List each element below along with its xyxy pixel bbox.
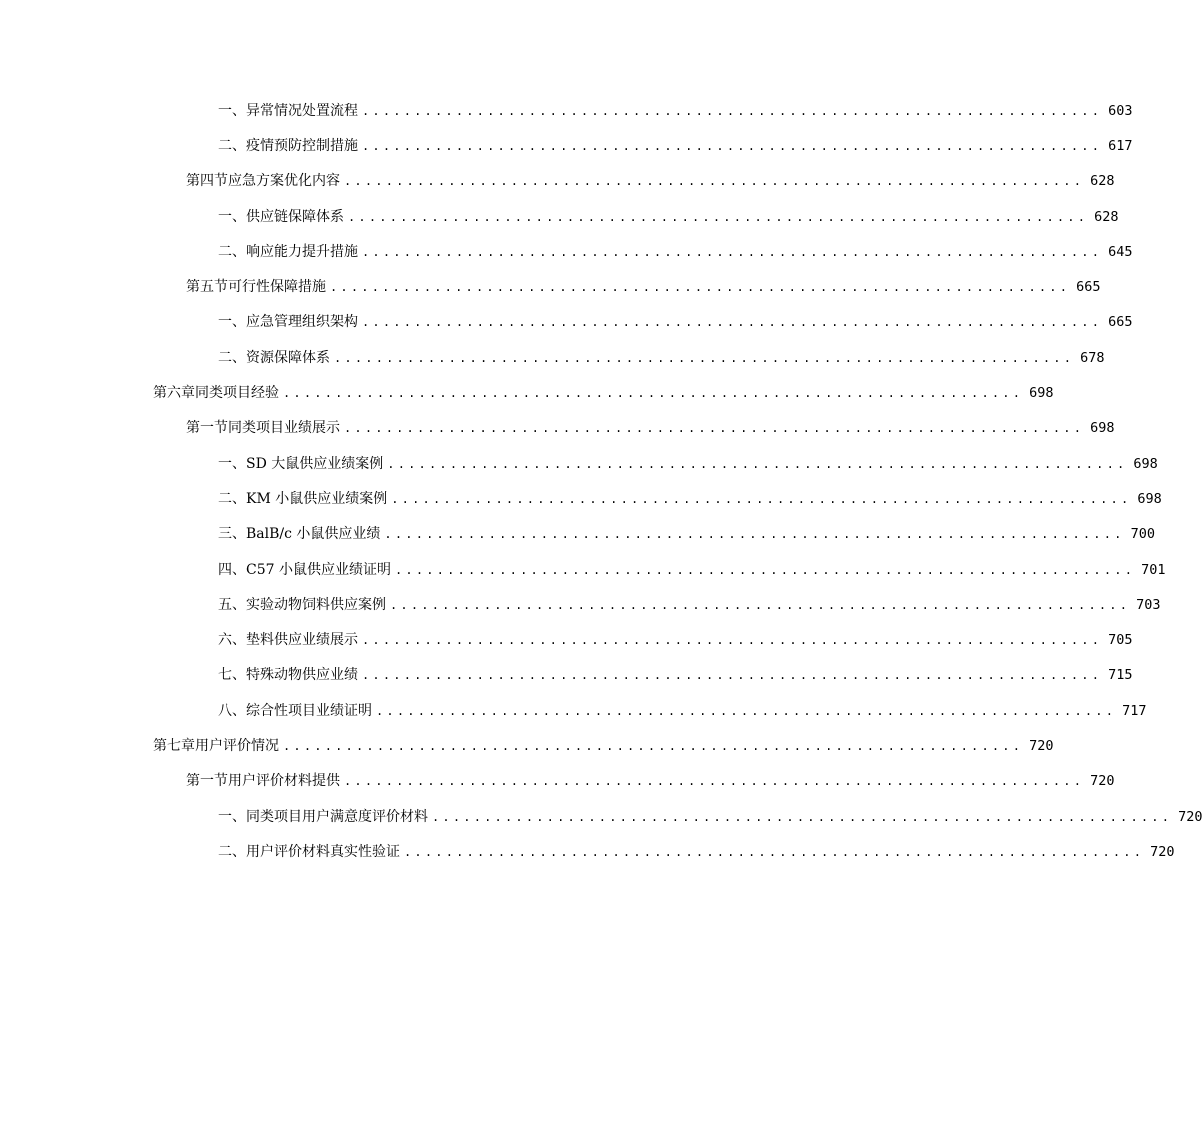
dot-leader: ....................................................................... (362, 633, 1103, 648)
toc-entry-marker: 六、 (218, 632, 246, 649)
dot-leader: ....................................................................... (362, 668, 1103, 683)
toc-entry[interactable] (0, 552, 1166, 587)
toc-entry-title: 资源保障体系 (246, 349, 330, 366)
dot-leader: ....................................................................... (348, 209, 1089, 224)
toc-entry[interactable] (0, 375, 1054, 410)
toc-entry-page: 698 (1137, 490, 1162, 507)
toc-entry-page: 705 (1108, 632, 1133, 649)
toc-entry[interactable] (0, 587, 1161, 622)
toc-entry-title: 用户评价情况 (195, 737, 279, 754)
toc-entry-title: 可行性保障措施 (228, 279, 326, 296)
toc-entry-title: 实验动物饲料供应案例 (246, 596, 386, 613)
toc-entry-marker: 七、 (218, 667, 246, 684)
table-of-contents (0, 93, 1203, 870)
toc-entry-page: 715 (1108, 667, 1133, 684)
toc-entry-title: 综合性项目业绩证明 (246, 702, 372, 719)
toc-entry[interactable] (0, 799, 1203, 834)
toc-entry-title: 疫情预防控制措施 (246, 137, 358, 154)
dot-leader: ....................................................................... (330, 280, 1071, 295)
toc-entry-marker: 第一节 (186, 773, 228, 790)
toc-entry[interactable] (0, 481, 1162, 516)
dot-leader: ....................................................................... (334, 350, 1075, 365)
toc-entry-marker: 第七章 (153, 737, 195, 754)
toc-entry-title: 应急方案优化内容 (228, 173, 340, 190)
toc-entry-marker: 二、 (218, 349, 246, 366)
toc-entry-page: 703 (1136, 596, 1161, 613)
dot-leader: ....................................................................... (432, 809, 1173, 824)
toc-entry-page: 698 (1133, 455, 1158, 472)
dot-leader: ....................................................................... (344, 174, 1085, 189)
toc-entry-title: 供应链保障体系 (246, 208, 344, 225)
toc-entry[interactable] (0, 128, 1133, 163)
toc-entry[interactable] (0, 622, 1133, 657)
toc-entry[interactable] (0, 728, 1054, 763)
toc-entry-title: 特殊动物供应业绩 (246, 667, 358, 684)
toc-entry[interactable] (0, 411, 1115, 446)
dot-leader: ....................................................................... (344, 774, 1085, 789)
toc-entry-page: 645 (1108, 243, 1133, 260)
toc-entry-title: 用户评价材料提供 (228, 773, 340, 790)
toc-entry-marker: 一、 (218, 455, 246, 472)
toc-entry-marker: 一、 (218, 208, 246, 225)
toc-entry-page: 665 (1108, 314, 1133, 331)
toc-entry-page: 720 (1029, 737, 1054, 754)
toc-entry[interactable] (0, 834, 1175, 869)
toc-entry-page: 617 (1108, 137, 1133, 154)
dot-leader: ....................................................................... (362, 244, 1103, 259)
toc-entry-marker: 二、 (218, 243, 246, 260)
toc-entry-marker: 第四节 (186, 173, 228, 190)
toc-entry[interactable] (0, 340, 1105, 375)
toc-entry[interactable] (0, 764, 1115, 799)
dot-leader: ....................................................................... (362, 315, 1103, 330)
toc-entry-page: 720 (1090, 773, 1115, 790)
toc-entry-marker: 第一节 (186, 420, 228, 437)
dot-leader: ....................................................................... (283, 386, 1024, 401)
toc-entry-page: 720 (1150, 843, 1175, 860)
toc-entry-marker: 三、 (218, 526, 246, 543)
toc-entry[interactable] (0, 305, 1133, 340)
toc-entry[interactable] (0, 446, 1158, 481)
dot-leader: ....................................................................... (387, 456, 1128, 471)
dot-leader: ....................................................................... (384, 527, 1125, 542)
toc-entry[interactable] (0, 269, 1101, 304)
toc-entry-marker: 二、 (218, 137, 246, 154)
dot-leader: ....................................................................... (283, 738, 1024, 753)
toc-entry-title: 同类项目用户满意度评价材料 (246, 808, 428, 825)
toc-entry-page: 628 (1094, 208, 1119, 225)
dot-leader: ....................................................................... (344, 421, 1085, 436)
toc-entry[interactable] (0, 658, 1133, 693)
dot-leader: ....................................................................... (404, 844, 1145, 859)
toc-entry-title: KM 小鼠供应业绩案例 (246, 490, 388, 507)
toc-entry-marker: 一、 (218, 102, 246, 119)
dot-leader: ....................................................................... (362, 138, 1103, 153)
toc-entry-title: 异常情况处置流程 (246, 102, 358, 119)
toc-entry-page: 720 (1178, 808, 1203, 825)
toc-entry-page: 698 (1090, 420, 1115, 437)
toc-entry[interactable] (0, 517, 1155, 552)
toc-entry-marker: 二、 (218, 843, 246, 860)
toc-entry-marker: 一、 (218, 314, 246, 331)
toc-entry[interactable] (0, 164, 1115, 199)
toc-entry-title: 同类项目业绩展示 (228, 420, 340, 437)
toc-entry-title: 用户评价材料真实性验证 (246, 843, 400, 860)
toc-entry-marker: 一、 (218, 808, 246, 825)
toc-entry-title: 垫料供应业绩展示 (246, 632, 358, 649)
toc-entry-title: C57 小鼠供应业绩证明 (246, 561, 391, 578)
dot-leader: ....................................................................... (394, 562, 1136, 577)
toc-entry-page: 678 (1080, 349, 1105, 366)
toc-entry-marker: 四、 (218, 561, 246, 578)
toc-entry-title: 同类项目经验 (195, 385, 279, 402)
toc-entry-marker: 二、 (218, 490, 246, 507)
toc-entry-title: 应急管理组织架构 (246, 314, 358, 331)
toc-entry[interactable] (0, 93, 1133, 128)
toc-entry-page: 701 (1141, 561, 1166, 578)
toc-entry-title: 响应能力提升措施 (246, 243, 358, 260)
dot-leader: ....................................................................... (390, 597, 1131, 612)
toc-entry[interactable] (0, 693, 1147, 728)
toc-entry-page: 698 (1029, 385, 1054, 402)
dot-leader: ....................................................................... (362, 103, 1103, 118)
toc-entry-page: 717 (1122, 702, 1147, 719)
toc-entry-page: 603 (1108, 102, 1133, 119)
toc-entry-marker: 五、 (218, 596, 246, 613)
toc-entry-page: 665 (1076, 279, 1101, 296)
toc-entry-marker: 第六章 (153, 385, 195, 402)
dot-leader: ....................................................................... (391, 491, 1132, 506)
toc-entry-title: BalB/c 小鼠供应业绩 (246, 526, 381, 543)
toc-entry-marker: 八、 (218, 702, 246, 719)
toc-entry[interactable] (0, 234, 1133, 269)
toc-entry[interactable] (0, 199, 1119, 234)
toc-entry-page: 700 (1130, 526, 1155, 543)
toc-entry-marker: 第五节 (186, 279, 228, 296)
toc-entry-page: 628 (1090, 173, 1115, 190)
toc-entry-title: SD 大鼠供应业绩案例 (246, 455, 384, 472)
dot-leader: ....................................................................... (376, 703, 1117, 718)
